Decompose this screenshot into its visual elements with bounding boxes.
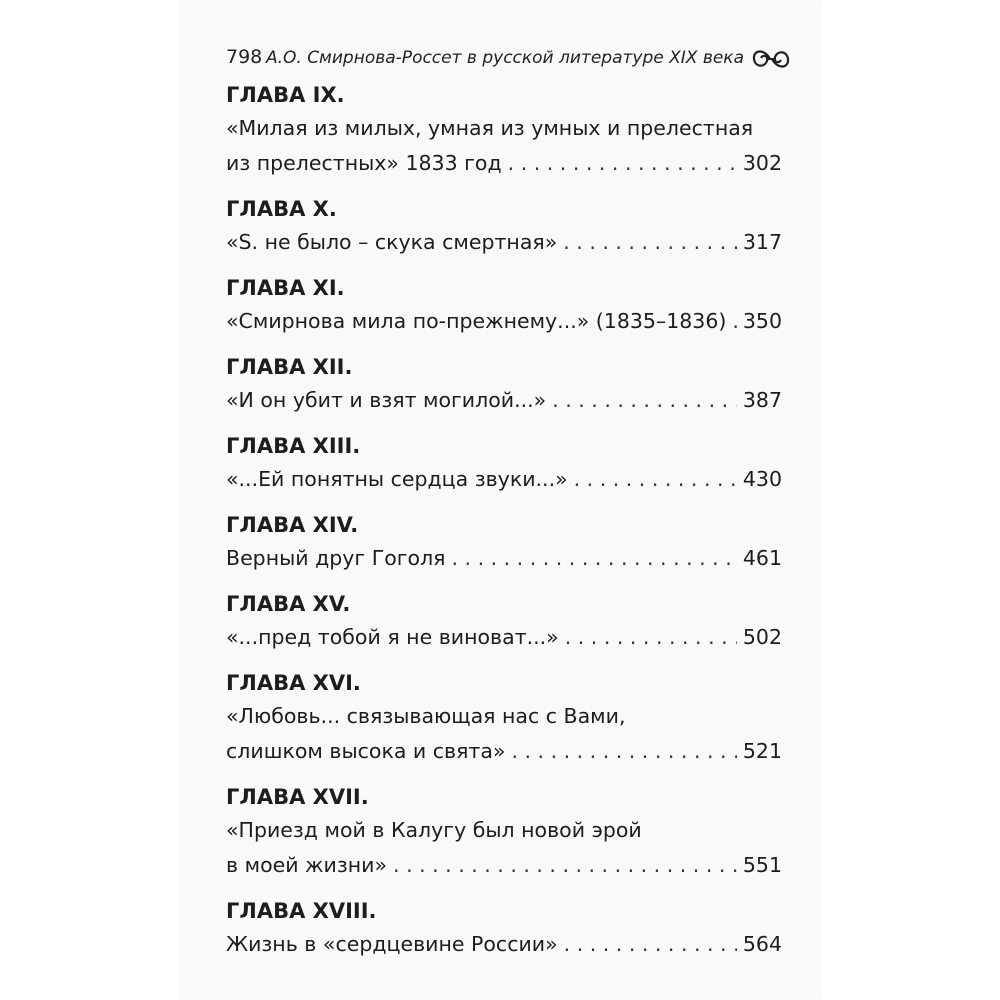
toc-entry <box>226 431 782 497</box>
dot-leader <box>565 620 737 655</box>
toc-entry <box>226 896 782 962</box>
chapter-title-line <box>226 620 782 655</box>
page-reference: 564 <box>742 932 782 956</box>
chapter-heading: ГЛАВА XII. <box>226 355 353 379</box>
page-reference: 387 <box>742 388 782 412</box>
page-reference: 461 <box>742 546 782 570</box>
chapter-title-line <box>226 225 782 260</box>
decorative-flourish-icon <box>750 44 792 78</box>
chapter-title-text: Жизнь в «сердцевине России» <box>226 932 558 956</box>
chapter-title-text: «Смирнова мила по-прежнему...» (1835–1836) <box>226 309 727 333</box>
toc-entry <box>226 80 782 181</box>
page-reference: 302 <box>742 151 782 175</box>
dot-leader <box>732 304 736 339</box>
chapter-title-line <box>226 462 782 497</box>
chapter-title-text: «И он убит и взят могилой...» <box>226 388 547 412</box>
table-of-contents <box>226 80 782 975</box>
toc-entry <box>226 668 782 769</box>
chapter-title-text: из прелестных» 1833 год <box>226 151 502 175</box>
chapter-title-text: слишком высока и свята» <box>226 739 506 763</box>
chapter-title-line <box>226 699 782 734</box>
chapter-heading: ГЛАВА X. <box>226 197 337 221</box>
chapter-title-text: «S. не было – скука смертная» <box>226 230 558 254</box>
chapter-title-line <box>226 146 782 181</box>
chapter-heading: ГЛАВА IX. <box>226 83 345 107</box>
dot-leader <box>393 848 737 883</box>
chapter-heading: ГЛАВА XVII. <box>226 785 369 809</box>
chapter-title-line <box>226 304 782 339</box>
page-reference: 521 <box>742 739 782 763</box>
dot-leader <box>452 541 737 576</box>
page-header <box>226 44 792 80</box>
chapter-heading: ГЛАВА XVI. <box>226 671 361 695</box>
page-number: 798 <box>226 46 263 68</box>
running-title: А.О. Смирнова-Россет в русской литературе XIX века <box>265 48 744 68</box>
chapter-title-line <box>226 927 782 962</box>
page-reference: 551 <box>742 853 782 877</box>
chapter-title-line <box>226 383 782 418</box>
chapter-title-line <box>226 848 782 883</box>
page-reference: 350 <box>742 309 782 333</box>
toc-entry <box>226 194 782 260</box>
chapter-title-text: в моей жизни» <box>226 853 388 877</box>
chapter-title-text: «...пред тобой я не виноват...» <box>226 625 559 649</box>
chapter-heading: ГЛАВА XIII. <box>226 434 361 458</box>
chapter-title-line <box>226 734 782 769</box>
page-reference: 502 <box>742 625 782 649</box>
chapter-title-text: «Приезд мой в Калугу был новой эрой <box>226 818 642 842</box>
chapter-heading: ГЛАВА XIV. <box>226 513 359 537</box>
chapter-heading: ГЛАВА XI. <box>226 276 345 300</box>
dot-leader <box>508 146 737 181</box>
chapter-title-text: «...Ей понятны сердца звуки...» <box>226 467 568 491</box>
toc-entry <box>226 352 782 418</box>
toc-entry <box>226 273 782 339</box>
chapter-title-line <box>226 541 782 576</box>
toc-entry <box>226 589 782 655</box>
dot-leader <box>564 927 737 962</box>
dot-leader <box>563 225 737 260</box>
dot-leader <box>552 383 737 418</box>
page-reference: 430 <box>742 467 782 491</box>
chapter-title-text: Верный друг Гоголя <box>226 546 446 570</box>
dot-leader <box>511 734 736 769</box>
chapter-heading: ГЛАВА XV. <box>226 592 351 616</box>
page-reference: 317 <box>742 230 782 254</box>
toc-entry <box>226 510 782 576</box>
chapter-title-line <box>226 813 782 848</box>
toc-entry <box>226 782 782 883</box>
chapter-title-line <box>226 111 782 146</box>
chapter-title-text: «Любовь... связывающая нас с Вами, <box>226 704 626 728</box>
dot-leader <box>574 462 737 497</box>
chapter-heading: ГЛАВА XVIII. <box>226 899 377 923</box>
chapter-title-text: «Милая из милых, умная из умных и прелестная <box>226 116 754 140</box>
